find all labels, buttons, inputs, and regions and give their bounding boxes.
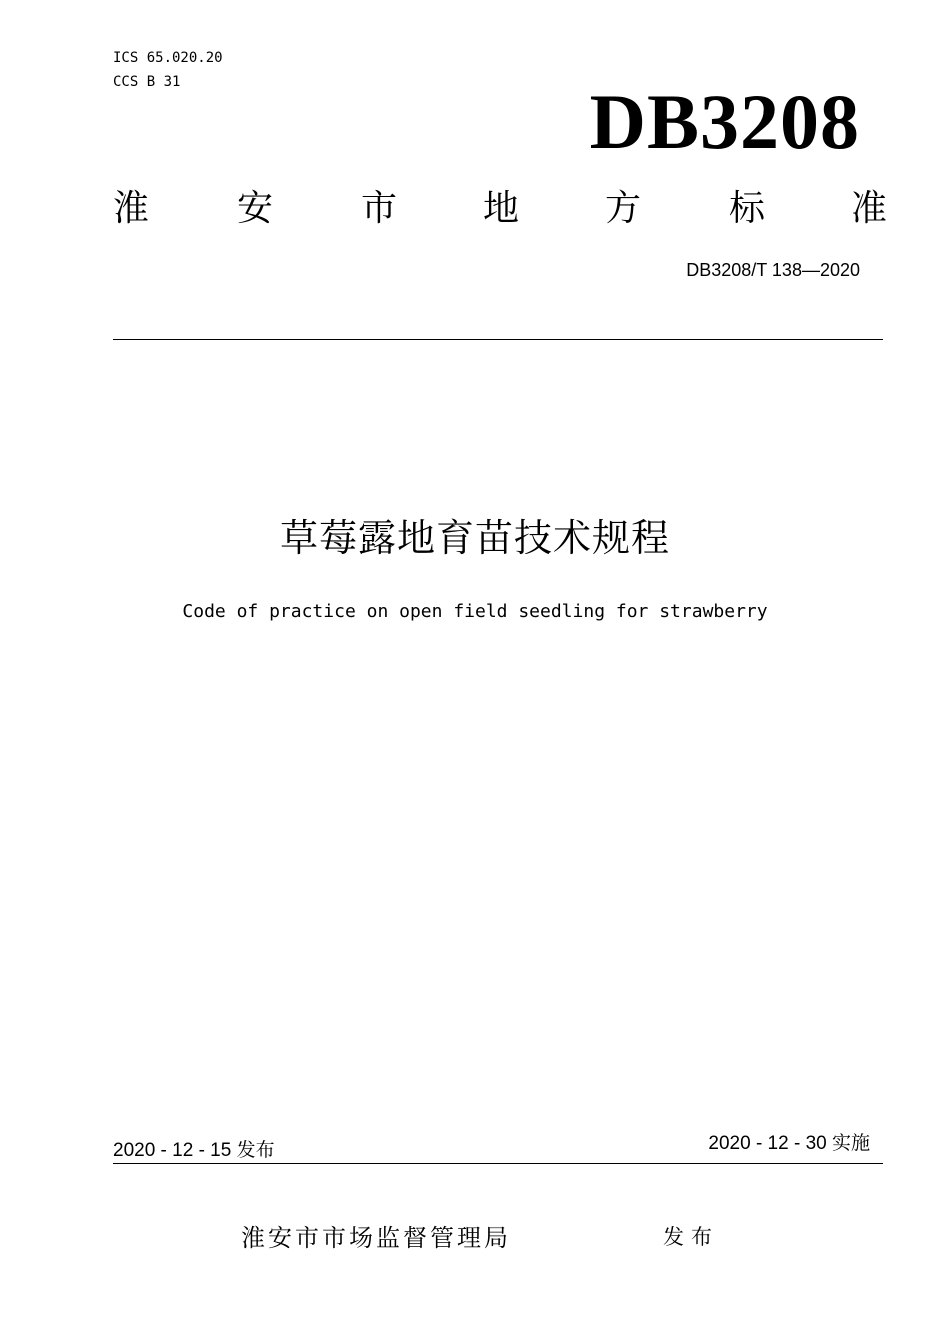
header-divider — [113, 339, 883, 340]
ccs-code: CCS B 31 — [113, 74, 181, 90]
standard-type-char: 标 — [729, 187, 766, 228]
title-chinese: 草莓露地育苗技术规程 — [279, 518, 670, 560]
ics-code: ICS 65.020.20 — [113, 50, 223, 66]
standard-type-heading — [113, 184, 890, 234]
standard-type-char: 淮 — [113, 187, 150, 228]
standard-type-char: 准 — [851, 187, 888, 228]
standard-type-char: 市 — [361, 187, 398, 228]
issuing-authority: 淮安市市场监督管理局 — [241, 1225, 511, 1252]
standard-number: DB3208/T 138—2020 — [686, 260, 860, 280]
issue-action: 发布 — [663, 1226, 719, 1249]
issue-date: 2020 - 12 - 15 发布 — [113, 1140, 275, 1161]
standard-type-char: 地 — [483, 187, 520, 228]
standard-type-char: 方 — [605, 187, 642, 228]
standard-type-char: 安 — [237, 187, 274, 228]
footer-divider — [113, 1163, 883, 1164]
implementation-date: 2020 - 12 - 30 实施 — [708, 1133, 870, 1154]
title-english: Code of practice on open field seedling for strawberry — [182, 601, 768, 622]
db-code-mark: DB3208 — [589, 78, 860, 165]
